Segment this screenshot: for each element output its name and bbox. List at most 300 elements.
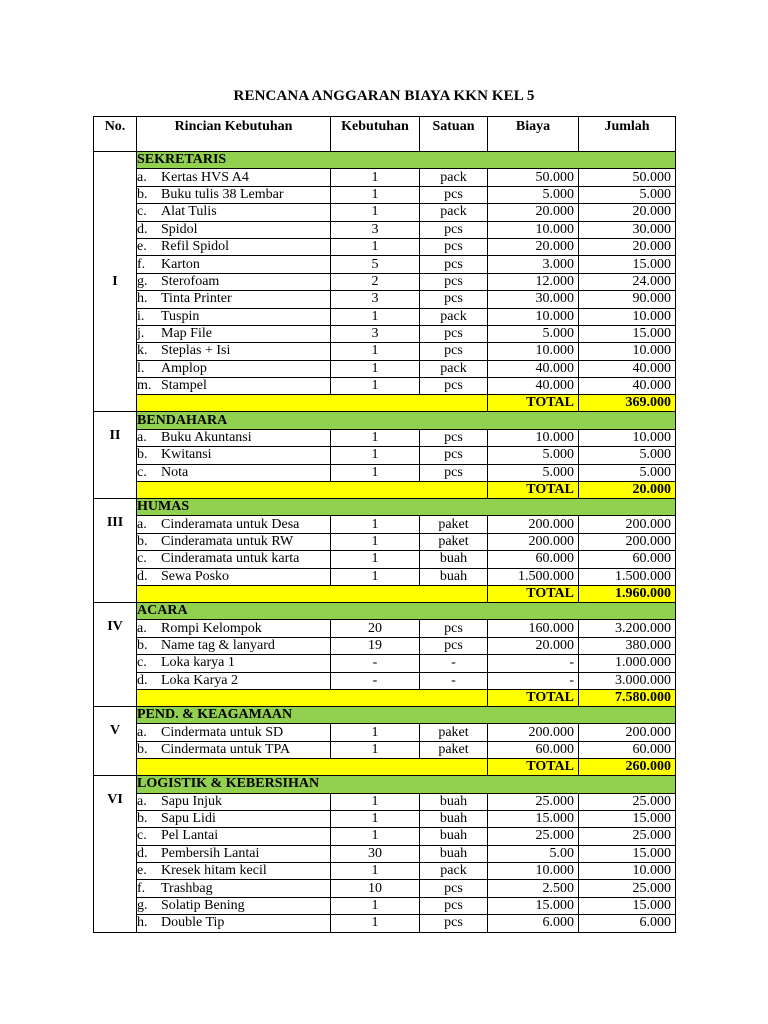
item-letter: d. bbox=[137, 672, 148, 688]
item-letter: b. bbox=[137, 534, 148, 549]
item-biaya: 5.000 bbox=[488, 447, 579, 464]
item-jumlah: 25.000 bbox=[579, 828, 676, 845]
item-satuan: pcs bbox=[420, 447, 488, 464]
item-description: Sterofoam bbox=[161, 273, 220, 289]
item-description: Kertas HVS A4 bbox=[161, 169, 249, 185]
item-biaya: 40.000 bbox=[488, 360, 579, 377]
item-letter: c. bbox=[137, 204, 147, 220]
item-jumlah: 5.000 bbox=[579, 447, 676, 464]
section-header-row bbox=[94, 152, 676, 169]
item-description: Sapu Injuk bbox=[161, 793, 223, 809]
header-kebutuhan: Kebutuhan bbox=[331, 117, 420, 152]
item-kebutuhan: 1 bbox=[331, 810, 420, 827]
item-jumlah: 24.000 bbox=[579, 273, 676, 290]
total-label: TOTAL bbox=[488, 585, 579, 602]
item-description-cell bbox=[137, 291, 331, 308]
total-value: 20.000 bbox=[579, 482, 676, 499]
item-satuan: pcs bbox=[420, 256, 488, 273]
item-letter: c. bbox=[137, 551, 147, 567]
item-description: Cinderamata untuk Desa bbox=[161, 516, 300, 532]
item-jumlah: 10.000 bbox=[579, 308, 676, 325]
item-biaya: 10.000 bbox=[488, 343, 579, 360]
table-row bbox=[94, 810, 676, 827]
item-letter: b. bbox=[137, 447, 148, 463]
item-satuan: pcs bbox=[420, 221, 488, 238]
table-row bbox=[94, 672, 676, 689]
item-description-cell bbox=[137, 186, 331, 203]
item-biaya: 15.000 bbox=[488, 810, 579, 827]
item-description: Loka Karya 2 bbox=[161, 672, 238, 688]
item-description: Trashbag bbox=[161, 880, 213, 896]
item-kebutuhan: 1 bbox=[331, 169, 420, 186]
item-description: Buku Akuntansi bbox=[161, 430, 252, 446]
item-biaya: 25.000 bbox=[488, 793, 579, 810]
item-description-cell bbox=[137, 256, 331, 273]
item-description: Cindermata untuk TPA bbox=[161, 741, 291, 757]
item-biaya: 20.000 bbox=[488, 238, 579, 255]
table-row bbox=[94, 620, 676, 637]
item-description-cell bbox=[137, 863, 331, 880]
section-header-row bbox=[94, 412, 676, 429]
item-letter: l. bbox=[137, 360, 145, 376]
item-jumlah: 15.000 bbox=[579, 897, 676, 914]
item-biaya: 15.000 bbox=[488, 897, 579, 914]
item-description: Tuspin bbox=[161, 308, 200, 324]
item-jumlah: 10.000 bbox=[579, 429, 676, 446]
document-title: RENCANA ANGGARAN BIAYA KKN KEL 5 bbox=[233, 88, 535, 104]
item-kebutuhan: 10 bbox=[331, 880, 420, 897]
item-satuan: paket bbox=[420, 741, 488, 758]
item-satuan: pcs bbox=[420, 343, 488, 360]
item-jumlah: 15.000 bbox=[579, 845, 676, 862]
item-satuan: buah bbox=[420, 828, 488, 845]
item-description-cell bbox=[137, 845, 331, 862]
item-description-cell bbox=[137, 221, 331, 238]
item-letter: b. bbox=[137, 811, 148, 827]
item-kebutuhan: 3 bbox=[331, 221, 420, 238]
item-letter: c. bbox=[137, 464, 147, 480]
item-jumlah: 25.000 bbox=[579, 793, 676, 810]
table-row bbox=[94, 186, 676, 203]
item-kebutuhan: 1 bbox=[331, 828, 420, 845]
item-letter: g. bbox=[137, 898, 148, 914]
item-kebutuhan: 1 bbox=[331, 533, 420, 550]
item-description-cell bbox=[137, 620, 331, 637]
item-description-cell bbox=[137, 533, 331, 550]
item-letter: a. bbox=[137, 724, 147, 740]
item-biaya: 20.000 bbox=[488, 204, 579, 221]
item-jumlah: 3.200.000 bbox=[579, 620, 676, 637]
item-kebutuhan: 1 bbox=[331, 186, 420, 203]
item-kebutuhan: - bbox=[331, 655, 420, 672]
item-letter: d. bbox=[137, 845, 148, 861]
item-biaya: 20.000 bbox=[488, 637, 579, 654]
table-header-row bbox=[94, 117, 676, 152]
item-biaya: - bbox=[488, 655, 579, 672]
item-biaya: 60.000 bbox=[488, 741, 579, 758]
item-biaya: 5.00 bbox=[488, 845, 579, 862]
item-description-cell bbox=[137, 360, 331, 377]
total-blank bbox=[137, 689, 488, 706]
item-description-cell bbox=[137, 793, 331, 810]
item-satuan: pack bbox=[420, 360, 488, 377]
item-description: Cinderamata untuk RW bbox=[161, 534, 294, 549]
item-letter: j. bbox=[137, 326, 145, 342]
item-satuan: pcs bbox=[420, 637, 488, 654]
item-biaya: 10.000 bbox=[488, 221, 579, 238]
item-description: Buku tulis 38 Lembar bbox=[161, 186, 284, 202]
table-row bbox=[94, 915, 676, 932]
item-biaya: 5.000 bbox=[488, 325, 579, 342]
table-row bbox=[94, 256, 676, 273]
header-jumlah: Jumlah bbox=[579, 117, 676, 152]
table-row bbox=[94, 325, 676, 342]
item-satuan: pack bbox=[420, 308, 488, 325]
item-satuan: pcs bbox=[420, 897, 488, 914]
item-letter: e. bbox=[137, 863, 147, 879]
item-jumlah: 10.000 bbox=[579, 863, 676, 880]
item-description: Loka karya 1 bbox=[161, 655, 235, 671]
item-description-cell bbox=[137, 343, 331, 360]
total-label: TOTAL bbox=[488, 395, 579, 412]
item-letter: a. bbox=[137, 793, 147, 809]
item-satuan: pcs bbox=[420, 464, 488, 481]
item-jumlah: 60.000 bbox=[579, 741, 676, 758]
item-description: Refil Spidol bbox=[161, 239, 230, 255]
item-description: Double Tip bbox=[161, 915, 225, 931]
header-biaya: Biaya bbox=[488, 117, 579, 152]
item-kebutuhan: 1 bbox=[331, 308, 420, 325]
item-satuan: pcs bbox=[420, 291, 488, 308]
item-letter: f. bbox=[137, 256, 146, 272]
item-description: Kwitansi bbox=[161, 447, 212, 463]
item-kebutuhan: 1 bbox=[331, 568, 420, 585]
total-label: TOTAL bbox=[488, 482, 579, 499]
item-biaya: 200.000 bbox=[488, 516, 579, 533]
item-satuan: paket bbox=[420, 724, 488, 741]
item-letter: b. bbox=[137, 186, 148, 202]
item-jumlah: 20.000 bbox=[579, 204, 676, 221]
section-number: III bbox=[94, 499, 137, 603]
item-letter: a. bbox=[137, 430, 147, 446]
total-label: TOTAL bbox=[488, 689, 579, 706]
item-biaya: 2.500 bbox=[488, 880, 579, 897]
item-biaya: 30.000 bbox=[488, 291, 579, 308]
item-biaya: 160.000 bbox=[488, 620, 579, 637]
item-description-cell bbox=[137, 568, 331, 585]
table-row bbox=[94, 360, 676, 377]
table-row bbox=[94, 273, 676, 290]
item-jumlah: 30.000 bbox=[579, 221, 676, 238]
item-jumlah: 1.500.000 bbox=[579, 568, 676, 585]
item-description: Kresek hitam kecil bbox=[161, 863, 267, 879]
item-description: Tinta Printer bbox=[161, 291, 232, 307]
section-title: BENDAHARA bbox=[137, 412, 676, 429]
item-satuan: buah bbox=[420, 568, 488, 585]
item-satuan: pack bbox=[420, 169, 488, 186]
table-row bbox=[94, 464, 676, 481]
item-biaya: 5.000 bbox=[488, 186, 579, 203]
header-satuan: Satuan bbox=[420, 117, 488, 152]
item-jumlah: 380.000 bbox=[579, 637, 676, 654]
table-row bbox=[94, 533, 676, 550]
item-description: Cindermata untuk SD bbox=[161, 724, 284, 740]
item-jumlah: 200.000 bbox=[579, 533, 676, 550]
item-description: Sapu Lidi bbox=[161, 811, 216, 827]
table-row bbox=[94, 238, 676, 255]
item-kebutuhan: 1 bbox=[331, 724, 420, 741]
item-jumlah: 200.000 bbox=[579, 516, 676, 533]
item-description-cell bbox=[137, 464, 331, 481]
item-jumlah: 1.000.000 bbox=[579, 655, 676, 672]
item-letter: e. bbox=[137, 239, 147, 255]
item-satuan: pcs bbox=[420, 273, 488, 290]
total-blank bbox=[137, 395, 488, 412]
item-satuan: pcs bbox=[420, 429, 488, 446]
item-kebutuhan: 3 bbox=[331, 291, 420, 308]
table-row bbox=[94, 308, 676, 325]
item-description: Spidol bbox=[161, 221, 198, 237]
section-header-row bbox=[94, 776, 676, 793]
item-letter: a. bbox=[137, 169, 147, 185]
section-title: PEND. & KEAGAMAAN bbox=[137, 706, 676, 723]
item-satuan: paket bbox=[420, 516, 488, 533]
item-satuan: buah bbox=[420, 551, 488, 568]
item-kebutuhan: 1 bbox=[331, 897, 420, 914]
table-row bbox=[94, 793, 676, 810]
item-kebutuhan: 1 bbox=[331, 915, 420, 932]
item-jumlah: 60.000 bbox=[579, 551, 676, 568]
item-description-cell bbox=[137, 880, 331, 897]
item-description-cell bbox=[137, 169, 331, 186]
table-row bbox=[94, 568, 676, 585]
item-description-cell bbox=[137, 915, 331, 932]
item-satuan: - bbox=[420, 655, 488, 672]
item-satuan: buah bbox=[420, 810, 488, 827]
item-jumlah: 10.000 bbox=[579, 343, 676, 360]
table-row bbox=[94, 551, 676, 568]
item-description-cell bbox=[137, 308, 331, 325]
header-no: No. bbox=[94, 117, 137, 152]
item-description-cell bbox=[137, 378, 331, 395]
item-description: Nota bbox=[161, 464, 189, 480]
total-value: 369.000 bbox=[579, 395, 676, 412]
section-title: HUMAS bbox=[137, 499, 676, 516]
section-total-row bbox=[94, 689, 676, 706]
item-kebutuhan: 1 bbox=[331, 741, 420, 758]
item-letter: h. bbox=[137, 915, 148, 931]
item-satuan: pcs bbox=[420, 880, 488, 897]
item-letter: i. bbox=[137, 308, 145, 324]
item-jumlah: 5.000 bbox=[579, 186, 676, 203]
section-title: LOGISTIK & KEBERSIHAN bbox=[137, 776, 676, 793]
item-description: Karton bbox=[161, 256, 200, 272]
item-biaya: 25.000 bbox=[488, 828, 579, 845]
table-row bbox=[94, 828, 676, 845]
section-number: I bbox=[94, 152, 137, 412]
item-jumlah: 15.000 bbox=[579, 810, 676, 827]
total-label: TOTAL bbox=[488, 759, 579, 776]
item-letter: b. bbox=[137, 637, 148, 653]
item-description: Pel Lantai bbox=[161, 828, 219, 844]
item-description-cell bbox=[137, 447, 331, 464]
item-description-cell bbox=[137, 238, 331, 255]
item-jumlah: 90.000 bbox=[579, 291, 676, 308]
item-description: Steplas + Isi bbox=[161, 343, 231, 359]
item-description: Solatip Bening bbox=[161, 898, 245, 914]
table-row bbox=[94, 516, 676, 533]
item-kebutuhan: 1 bbox=[331, 429, 420, 446]
section-header-row bbox=[94, 602, 676, 619]
section-header-row bbox=[94, 706, 676, 723]
item-biaya: 1.500.000 bbox=[488, 568, 579, 585]
item-description: Amplop bbox=[161, 360, 207, 376]
item-description-cell bbox=[137, 741, 331, 758]
item-biaya: - bbox=[488, 672, 579, 689]
item-jumlah: 20.000 bbox=[579, 238, 676, 255]
table-row bbox=[94, 724, 676, 741]
item-description: Alat Tulis bbox=[161, 204, 217, 220]
item-letter: c. bbox=[137, 828, 147, 844]
item-biaya: 200.000 bbox=[488, 724, 579, 741]
item-satuan: pack bbox=[420, 204, 488, 221]
item-jumlah: 25.000 bbox=[579, 880, 676, 897]
table-row bbox=[94, 897, 676, 914]
item-satuan: pcs bbox=[420, 620, 488, 637]
item-letter: b. bbox=[137, 741, 148, 757]
section-header-row bbox=[94, 499, 676, 516]
item-description-cell bbox=[137, 655, 331, 672]
section-total-row bbox=[94, 759, 676, 776]
total-blank bbox=[137, 585, 488, 602]
item-description: Name tag & lanyard bbox=[161, 637, 275, 653]
item-jumlah: 15.000 bbox=[579, 325, 676, 342]
item-satuan: pcs bbox=[420, 186, 488, 203]
item-kebutuhan: 30 bbox=[331, 845, 420, 862]
item-jumlah: 50.000 bbox=[579, 169, 676, 186]
table-row bbox=[94, 655, 676, 672]
table-row bbox=[94, 343, 676, 360]
item-kebutuhan: 1 bbox=[331, 863, 420, 880]
table-row bbox=[94, 880, 676, 897]
item-kebutuhan: 5 bbox=[331, 256, 420, 273]
section-number: V bbox=[94, 706, 137, 775]
item-satuan: paket bbox=[420, 533, 488, 550]
item-kebutuhan: 20 bbox=[331, 620, 420, 637]
budget-table bbox=[93, 116, 676, 933]
table-row bbox=[94, 447, 676, 464]
item-satuan: pcs bbox=[420, 325, 488, 342]
item-letter: d. bbox=[137, 568, 148, 584]
item-biaya: 12.000 bbox=[488, 273, 579, 290]
table-row bbox=[94, 845, 676, 862]
item-biaya: 60.000 bbox=[488, 551, 579, 568]
item-biaya: 6.000 bbox=[488, 915, 579, 932]
item-description: Pembersih Lantai bbox=[161, 845, 260, 861]
section-title: ACARA bbox=[137, 602, 676, 619]
section-total-row bbox=[94, 482, 676, 499]
item-letter: d. bbox=[137, 221, 148, 237]
item-letter: c. bbox=[137, 655, 147, 671]
item-biaya: 10.000 bbox=[488, 308, 579, 325]
item-biaya: 50.000 bbox=[488, 169, 579, 186]
item-description-cell bbox=[137, 273, 331, 290]
item-kebutuhan: 1 bbox=[331, 343, 420, 360]
item-description-cell bbox=[137, 429, 331, 446]
item-kebutuhan: - bbox=[331, 672, 420, 689]
table-row bbox=[94, 204, 676, 221]
table-row bbox=[94, 291, 676, 308]
item-kebutuhan: 1 bbox=[331, 238, 420, 255]
item-biaya: 10.000 bbox=[488, 863, 579, 880]
item-biaya: 5.000 bbox=[488, 464, 579, 481]
item-letter: f. bbox=[137, 880, 146, 896]
item-kebutuhan: 1 bbox=[331, 447, 420, 464]
item-kebutuhan: 1 bbox=[331, 464, 420, 481]
item-description-cell bbox=[137, 810, 331, 827]
item-description: Stampel bbox=[161, 378, 207, 394]
item-satuan: buah bbox=[420, 845, 488, 862]
item-description: Sewa Posko bbox=[161, 568, 230, 584]
item-satuan: buah bbox=[420, 793, 488, 810]
table-body bbox=[94, 152, 676, 933]
item-description-cell bbox=[137, 204, 331, 221]
item-jumlah: 6.000 bbox=[579, 915, 676, 932]
item-satuan: pcs bbox=[420, 915, 488, 932]
table-row bbox=[94, 863, 676, 880]
item-kebutuhan: 1 bbox=[331, 551, 420, 568]
item-jumlah: 200.000 bbox=[579, 724, 676, 741]
table-row bbox=[94, 429, 676, 446]
item-kebutuhan: 1 bbox=[331, 793, 420, 810]
item-letter: k. bbox=[137, 343, 148, 359]
table-row bbox=[94, 637, 676, 654]
item-description: Rompi Kelompok bbox=[161, 620, 262, 636]
section-number: IV bbox=[94, 602, 137, 706]
item-satuan: pcs bbox=[420, 378, 488, 395]
section-title: SEKRETARIS bbox=[137, 152, 676, 169]
section-number: VI bbox=[94, 776, 137, 933]
section-total-row bbox=[94, 395, 676, 412]
item-jumlah: 15.000 bbox=[579, 256, 676, 273]
item-satuan: pack bbox=[420, 863, 488, 880]
item-letter: m. bbox=[137, 378, 152, 394]
item-biaya: 40.000 bbox=[488, 378, 579, 395]
section-total-row bbox=[94, 585, 676, 602]
item-kebutuhan: 1 bbox=[331, 378, 420, 395]
item-biaya: 200.000 bbox=[488, 533, 579, 550]
item-description-cell bbox=[137, 897, 331, 914]
item-biaya: 3.000 bbox=[488, 256, 579, 273]
item-kebutuhan: 19 bbox=[331, 637, 420, 654]
item-description-cell bbox=[137, 325, 331, 342]
item-letter: g. bbox=[137, 273, 148, 289]
total-value: 7.580.000 bbox=[579, 689, 676, 706]
item-kebutuhan: 1 bbox=[331, 360, 420, 377]
item-jumlah: 40.000 bbox=[579, 360, 676, 377]
item-letter: a. bbox=[137, 516, 147, 532]
table-row bbox=[94, 169, 676, 186]
total-value: 1.960.000 bbox=[579, 585, 676, 602]
item-letter: h. bbox=[137, 291, 148, 307]
item-description-cell bbox=[137, 516, 331, 533]
item-jumlah: 5.000 bbox=[579, 464, 676, 481]
item-jumlah: 3.000.000 bbox=[579, 672, 676, 689]
item-biaya: 10.000 bbox=[488, 429, 579, 446]
header-rincian: Rincian Kebutuhan bbox=[137, 117, 331, 152]
item-description-cell bbox=[137, 551, 331, 568]
total-blank bbox=[137, 482, 488, 499]
